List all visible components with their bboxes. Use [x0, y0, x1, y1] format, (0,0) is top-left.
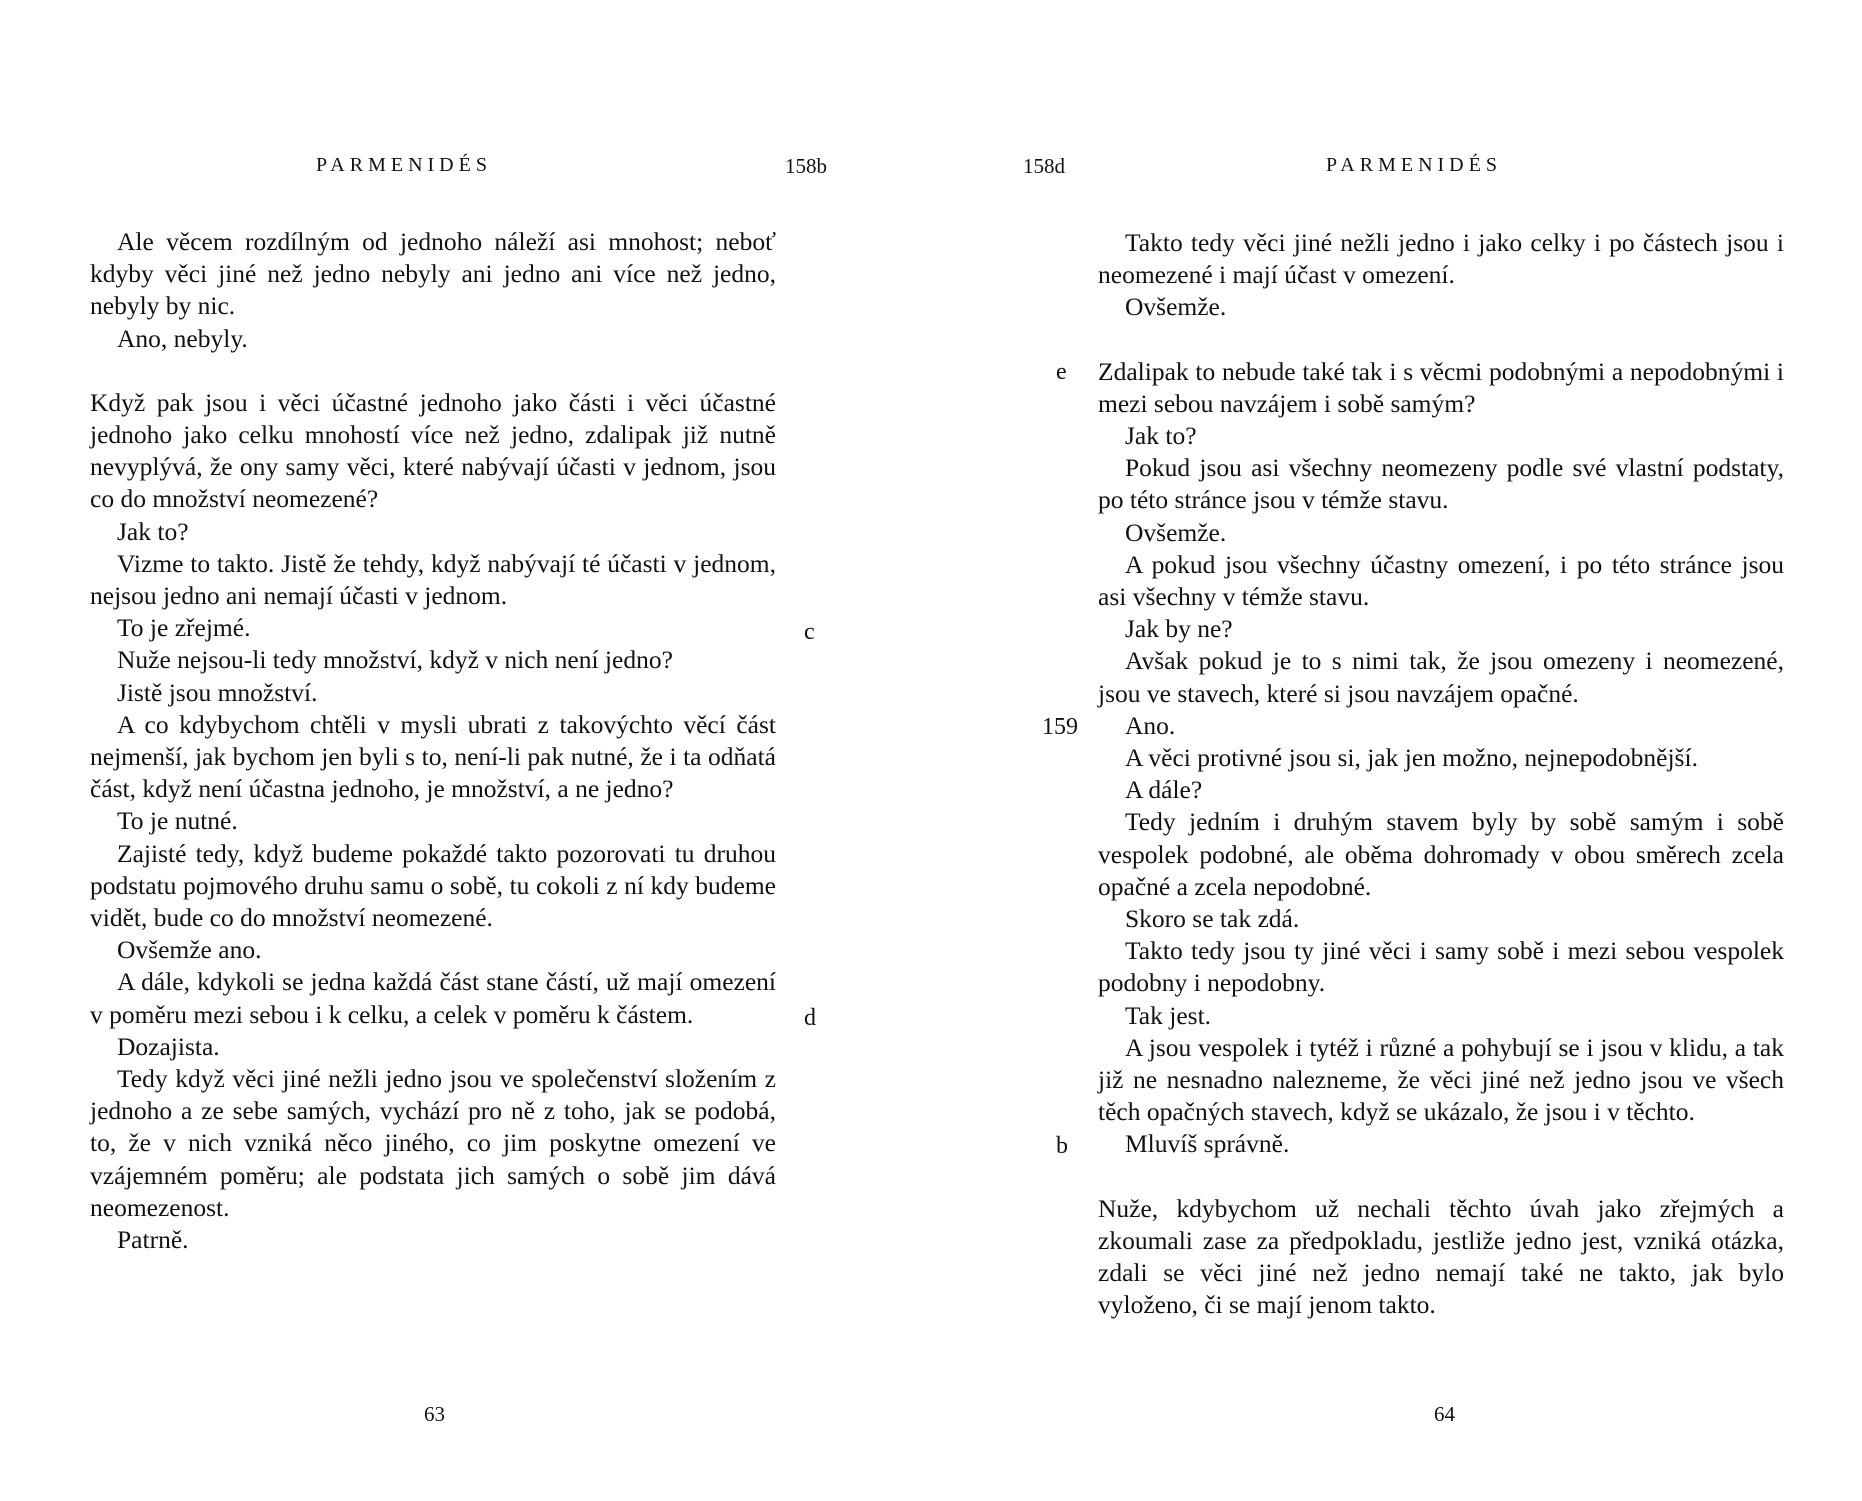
paragraph: Nuže nejsou-li tedy množství, když v nich není jedno?	[117, 645, 673, 675]
paragraph: Skoro se tak zdá.	[1125, 904, 1300, 934]
stephanus-marker-c: c	[804, 619, 815, 645]
paragraph: Ovšemže.	[1125, 517, 1227, 547]
paragraph: Zdalipak to nebude také tak i s věcmi podobnými a nepodobnými i mezi sebou navzájem i sobě samým?	[1098, 356, 1784, 418]
paragraph: Pokud jsou asi všechny neomezeny podle své vlastní podstaty, po této stránce jsou v témže stavu.	[1098, 453, 1784, 515]
paragraph: Nuže, kdybychom už nechali těchto úvah jako zřejmých a zkoumali zase za předpokladu, jestliže jedno jest, vzniká otázka, zdali se věci jiné než jedno nemají také ne takto, jak bylo vyloženo, či se mají jenom takto.	[1098, 1193, 1784, 1320]
paragraph: Jak to?	[1125, 421, 1197, 451]
paragraph: A co kdybychom chtěli v mysli ubrati z takovýchto věcí část nejmenší, jak bychom jen byli s to, není-li pak nutné, že i ta odňatá část, když není účastna jednoho, je množství, a ne jedno?	[90, 709, 776, 804]
paragraph: To je zřejmé.	[117, 613, 251, 643]
paragraph: A jsou vespolek i tytéž i různé a pohybují se i jsou v klidu, a tak již ne nesnadno nalezneme, že věci jiné než jedno jsou ve všech těch opačných stavech, když se ukázalo, že jsou i v těchto.	[1098, 1032, 1784, 1127]
left-page	[0, 0, 930, 1501]
paragraph: Ovšemže ano.	[117, 935, 262, 965]
stephanus-marker-159: 159	[1042, 714, 1078, 740]
paragraph: Tak jest.	[1125, 1000, 1212, 1030]
paragraph: Vizme to takto. Jistě že tehdy, když nabývají té účasti v jednom, nejsou jedno ani nemají účasti v jednom.	[90, 548, 776, 611]
paragraph: Takto tedy jsou ty jiné věci i samy sobě i mezi sebou vespolek podobny i nepodobny.	[1098, 936, 1784, 998]
stephanus-marker-d: d	[804, 1005, 816, 1031]
paragraph: Zajisté tedy, když budeme pokaždé takto pozorovati tu druhou podstatu pojmového druhu samu o sobě, tu cokoli z ní kdy budeme vidět, bude co do množství neomezené.	[90, 838, 776, 933]
paragraph: Avšak pokud je to s nimi tak, že jsou omezeny i neomezené, jsou ve stavech, které si jsou navzájem opačné.	[1098, 646, 1784, 708]
paragraph: Dozajista.	[117, 1031, 220, 1061]
paragraph: Takto tedy věci jiné nežli jedno i jako celky i po částech jsou i neomezené i mají účast v omezení.	[1098, 228, 1784, 290]
paragraph: Jak to?	[117, 516, 189, 546]
stephanus-marker-e: e	[1056, 359, 1067, 385]
page-number: 64	[1434, 1402, 1455, 1426]
stephanus-marker-b: b	[1056, 1133, 1068, 1159]
running-title: PARMENIDÉS	[316, 154, 492, 176]
paragraph: Jak by ne?	[1125, 614, 1233, 644]
paragraph: A pokud jsou všechny účastny omezení, i po této stránce jsou asi všechny v témže stavu.	[1098, 549, 1784, 612]
paragraph: A dále, kdykoli se jedna každá část stane částí, už mají omezení v poměru mezi sebou i k celku, a celek v poměru k částem.	[90, 967, 776, 1029]
paragraph: Tedy jedním i druhým stavem byly by sobě samým i sobě vespolek podobné, ale oběma dohromady v obou směrech zcela opačné a zcela nepodobné.	[1098, 807, 1784, 901]
text-block	[90, 226, 776, 1256]
paragraph: Mluvíš správně.	[1125, 1129, 1290, 1159]
paragraph: Ale věcem rozdílným od jednoho náleží asi mnohost; neboť kdyby věci jiné než jedno nebyly ani jedno ani více než jedno, nebyly by nic.	[90, 227, 776, 321]
paragraph: Tedy když věci jiné nežli jedno jsou ve společenství složením z jednoho a ze sebe samých, vychází pro ně z toho, jak se podobá, to, že v nich vzniká něco jiného, co jim poskytne omezení ve vzájemném poměru; ale podstata jich samých o sobě jim dává neomezenost.	[90, 1064, 776, 1222]
paragraph: Ano.	[1125, 710, 1176, 740]
paragraph: Jistě jsou množství.	[117, 677, 318, 707]
right-page	[930, 0, 1862, 1501]
text-block	[1098, 227, 1784, 1322]
paragraph: Když pak jsou i věci účastné jednoho jako části i věci účastné jednoho jako celku mnohostí více než jedno, zdalipak již nutně nevyplývá, že ony samy věci, které nabývají účasti v jednom, jsou co do množství neomezené?	[90, 387, 776, 514]
paragraph: A věci protivné jsou si, jak jen možno, nejnepodobnější.	[1125, 743, 1698, 773]
paragraph: A dále?	[1125, 775, 1203, 805]
paragraph: Patrně.	[117, 1225, 189, 1255]
running-title: PARMENIDÉS	[1326, 154, 1502, 176]
stephanus-number: 158d	[1023, 154, 1065, 178]
paragraph: To je nutné.	[117, 806, 238, 836]
paragraph: Ano, nebyly.	[117, 323, 248, 353]
paragraph: Ovšemže.	[1125, 292, 1227, 322]
stephanus-number: 158b	[785, 154, 827, 178]
page-number: 63	[424, 1402, 445, 1426]
